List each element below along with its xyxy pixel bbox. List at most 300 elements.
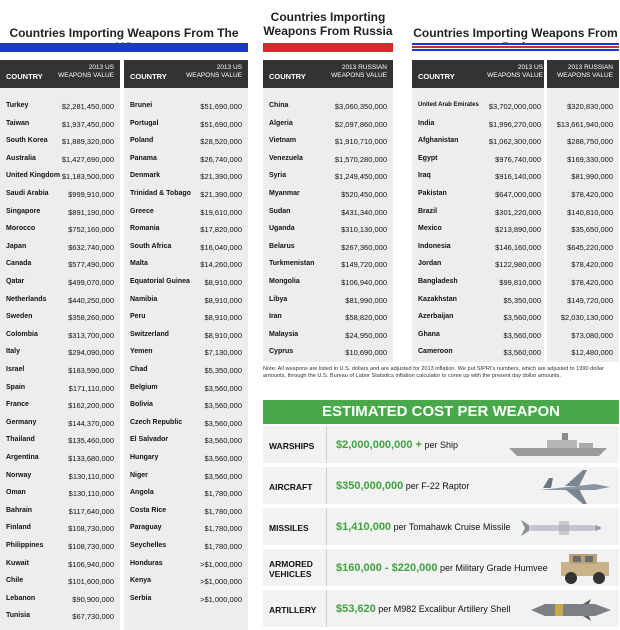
weapons-value: $3,560,000 bbox=[204, 436, 242, 446]
weapon-category-label: ARTILLERY bbox=[269, 605, 317, 615]
weapons-value: $3,560,000 bbox=[204, 383, 242, 393]
weapons-value: $3,560,000 bbox=[204, 401, 242, 411]
cost-text bbox=[336, 521, 510, 533]
table-row bbox=[412, 256, 619, 274]
us-value: $647,000,000 bbox=[495, 190, 541, 199]
table-row bbox=[124, 591, 248, 609]
country-name: Niger bbox=[130, 471, 148, 479]
weapons-value: $144,370,000 bbox=[68, 418, 114, 428]
weapons-value: $8,910,000 bbox=[204, 295, 242, 305]
table-row bbox=[412, 168, 619, 186]
table-row bbox=[124, 573, 248, 591]
weapons-value: $1,937,450,000 bbox=[61, 119, 114, 129]
country-name: Trinidad & Tobago bbox=[130, 190, 191, 197]
weapons-value: $310,130,000 bbox=[341, 225, 387, 235]
table-row bbox=[124, 204, 248, 222]
weapon-category-label: ARMORED VEHICLES bbox=[269, 559, 313, 579]
weapons-value: $1,780,000 bbox=[204, 506, 242, 516]
table-row bbox=[412, 116, 619, 134]
weapons-value: >$1,000,000 bbox=[200, 559, 242, 569]
row-divider bbox=[326, 549, 327, 586]
table-row bbox=[263, 292, 393, 310]
us-value: $916,140,000 bbox=[495, 172, 541, 182]
country-name: Syria bbox=[269, 172, 287, 180]
country-name: Brunei bbox=[130, 102, 153, 109]
table-row bbox=[0, 380, 120, 398]
country-name: Venezuela bbox=[269, 154, 303, 162]
us-value: $3,560,000 bbox=[503, 313, 541, 323]
table-row bbox=[0, 327, 120, 345]
weapons-value: $3,560,000 bbox=[204, 418, 242, 428]
country-name: Kuwait bbox=[6, 559, 29, 567]
country-name: Serbia bbox=[130, 594, 152, 602]
table-row bbox=[0, 362, 120, 380]
russia-value: $81,990,000 bbox=[571, 172, 613, 182]
table-row bbox=[263, 327, 393, 345]
country-name: Israel bbox=[6, 366, 25, 373]
country-name: Thailand bbox=[6, 436, 35, 444]
country-name: United Arab Emirates bbox=[418, 102, 479, 108]
table-row bbox=[0, 292, 120, 310]
us-value: $976,740,000 bbox=[495, 154, 541, 164]
russia-value: $140,810,000 bbox=[567, 207, 613, 217]
cost-description: per M982 Excalibur Artillery Shell bbox=[375, 604, 511, 614]
weapons-value: $3,560,000 bbox=[204, 471, 242, 481]
table-row bbox=[124, 151, 248, 169]
table-row bbox=[124, 327, 248, 345]
table-row bbox=[412, 292, 619, 310]
country-name: Turkey bbox=[6, 102, 29, 109]
country-name: Denmark bbox=[130, 172, 160, 180]
weapons-value: $431,340,000 bbox=[341, 207, 387, 217]
country-name: Qatar bbox=[6, 278, 25, 285]
russia-value: $149,720,000 bbox=[567, 295, 613, 305]
country-name: Japan bbox=[6, 242, 27, 250]
russia-flag-bar bbox=[263, 43, 393, 52]
table-row bbox=[412, 204, 619, 222]
shell-icon bbox=[525, 599, 615, 626]
table-row bbox=[0, 309, 120, 327]
country-name: Taiwan bbox=[6, 119, 30, 127]
table-row bbox=[0, 221, 120, 239]
country-name: Saudi Arabia bbox=[6, 190, 49, 197]
country-name: Iran bbox=[269, 313, 282, 321]
weapons-value: $10,690,000 bbox=[345, 348, 387, 358]
country-name: Oman bbox=[6, 489, 26, 497]
weapons-value: $1,249,450,000 bbox=[334, 172, 387, 182]
weapons-value: $440,250,000 bbox=[68, 295, 114, 305]
table-row bbox=[0, 204, 120, 222]
russia-col-value: 2013 RUSSIAN WEAPONS VALUE bbox=[331, 64, 387, 79]
us-value: $1,062,300,000 bbox=[488, 137, 541, 147]
weapons-value: $106,940,000 bbox=[68, 559, 114, 569]
country-name: Spain bbox=[6, 383, 26, 391]
cost-price: $160,000 - $220,000 bbox=[336, 562, 438, 574]
table-row bbox=[412, 98, 619, 116]
country-name: Czech Republic bbox=[130, 418, 183, 426]
row-divider bbox=[326, 426, 327, 463]
country-name: France bbox=[6, 401, 29, 409]
weapons-value: $2,097,860,000 bbox=[334, 119, 387, 129]
table-row bbox=[412, 221, 619, 239]
table-row bbox=[0, 98, 120, 116]
weapons-value: $130,110,000 bbox=[68, 471, 114, 481]
missile-icon bbox=[519, 518, 609, 543]
table-row bbox=[263, 309, 393, 327]
table-row bbox=[263, 344, 393, 362]
row-divider bbox=[326, 508, 327, 545]
weapon-category-label: AIRCRAFT bbox=[269, 482, 313, 492]
table-row bbox=[124, 468, 248, 486]
us-flag-bar bbox=[0, 43, 248, 52]
table-row bbox=[124, 98, 248, 116]
country-name: Bolivia bbox=[130, 401, 153, 409]
weapons-value: $135,460,000 bbox=[68, 436, 114, 446]
country-name: Costa Rice bbox=[130, 506, 167, 514]
both-col-country: COUNTRY bbox=[418, 72, 455, 81]
us-left-col-country: COUNTRY bbox=[6, 72, 43, 81]
table-row bbox=[0, 274, 120, 292]
russia-value: $645,220,000 bbox=[567, 242, 613, 252]
country-name: Afghanistan bbox=[418, 137, 459, 145]
weapons-value: $752,160,000 bbox=[68, 225, 114, 235]
table-row bbox=[412, 274, 619, 292]
table-row bbox=[263, 256, 393, 274]
table-row bbox=[263, 204, 393, 222]
row-divider bbox=[326, 590, 327, 627]
weapon-category-label: WARSHIPS bbox=[269, 441, 315, 451]
us-right-header bbox=[124, 60, 248, 88]
table-row bbox=[0, 186, 120, 204]
table-row bbox=[263, 168, 393, 186]
us-value: $122,980,000 bbox=[495, 260, 541, 270]
country-name: Mexico bbox=[418, 225, 442, 233]
country-name: Iraq bbox=[418, 172, 431, 180]
us-value: $1,996,270,000 bbox=[488, 119, 541, 129]
weapons-value: $577,490,000 bbox=[68, 260, 114, 270]
table-row bbox=[0, 468, 120, 486]
country-name: Italy bbox=[6, 348, 21, 356]
table-row bbox=[0, 538, 120, 556]
country-name: Sweden bbox=[6, 313, 33, 321]
country-name: Egypt bbox=[418, 154, 438, 162]
both-table bbox=[412, 60, 619, 362]
country-name: Romania bbox=[130, 225, 160, 233]
table-row bbox=[0, 485, 120, 503]
country-name: Norway bbox=[6, 471, 32, 479]
cost-description: per Tomahawk Cruise Missile bbox=[391, 522, 511, 532]
weapons-value: $520,450,000 bbox=[341, 190, 387, 199]
country-name: Libya bbox=[269, 295, 288, 303]
country-name: Malta bbox=[130, 260, 148, 268]
table-row bbox=[124, 520, 248, 538]
weapons-value: $3,060,350,000 bbox=[334, 102, 387, 111]
country-name: Malaysia bbox=[269, 330, 299, 338]
weapons-value: $21,390,000 bbox=[200, 190, 242, 199]
country-name: Azerbaijan bbox=[418, 313, 454, 321]
table-row bbox=[0, 503, 120, 521]
jet-icon bbox=[535, 468, 615, 511]
table-row bbox=[0, 239, 120, 257]
table-row bbox=[124, 274, 248, 292]
weapons-value: $16,040,000 bbox=[200, 242, 242, 252]
us-right-col-value: 2013 US WEAPONS VALUE bbox=[186, 64, 242, 79]
weapons-value: >$1,000,000 bbox=[200, 577, 242, 587]
weapons-value: $162,200,000 bbox=[68, 401, 114, 411]
weapons-value: $108,730,000 bbox=[68, 542, 114, 551]
russia-value: $78,420,000 bbox=[571, 278, 613, 287]
country-name: Brazil bbox=[418, 207, 438, 215]
country-name: China bbox=[269, 102, 289, 109]
table-row bbox=[124, 221, 248, 239]
country-name: Algeria bbox=[269, 119, 293, 127]
table-row bbox=[412, 344, 619, 362]
table-row bbox=[0, 556, 120, 574]
cost-price: $1,410,000 bbox=[336, 521, 392, 533]
russia-title-line2: Weapons From Russia bbox=[263, 24, 393, 38]
table-row bbox=[124, 309, 248, 327]
country-name: Yemen bbox=[130, 348, 153, 356]
russia-value: $288,750,000 bbox=[567, 137, 613, 147]
table-row bbox=[124, 362, 248, 380]
weapons-value: $26,740,000 bbox=[200, 154, 242, 164]
country-name: El Salvador bbox=[130, 436, 169, 444]
us-value: $301,220,000 bbox=[495, 207, 541, 217]
table-row bbox=[0, 116, 120, 134]
weapons-value: $108,730,000 bbox=[68, 524, 114, 534]
country-name: Seychelles bbox=[130, 542, 167, 549]
weapons-value: $1,780,000 bbox=[204, 524, 242, 534]
country-name: Pakistan bbox=[418, 190, 447, 197]
table-row bbox=[0, 151, 120, 169]
weapons-value: $1,427,690,000 bbox=[61, 154, 114, 164]
country-name: Lebanon bbox=[6, 594, 36, 602]
country-name: Poland bbox=[130, 137, 154, 145]
table-row bbox=[0, 608, 120, 626]
table-row bbox=[124, 256, 248, 274]
table-row bbox=[0, 520, 120, 538]
table-row bbox=[263, 98, 393, 116]
russia-value: $169,330,000 bbox=[567, 154, 613, 164]
us-left-col-value: 2013 US WEAPONS VALUE bbox=[58, 64, 114, 79]
table-row bbox=[412, 239, 619, 257]
weapons-value: $133,680,000 bbox=[68, 454, 114, 463]
cost-text bbox=[336, 480, 469, 492]
weapons-value: $891,190,000 bbox=[68, 207, 114, 217]
table-row bbox=[0, 450, 120, 468]
weapons-value: $294,090,000 bbox=[68, 348, 114, 358]
table-row bbox=[412, 133, 619, 151]
russia-value: $35,650,000 bbox=[571, 225, 613, 235]
cost-price: $350,000,000 bbox=[336, 480, 404, 492]
country-name: Turkmenistan bbox=[269, 260, 315, 268]
table-row bbox=[124, 450, 248, 468]
us-left-header bbox=[0, 60, 120, 88]
weapons-value: $632,740,000 bbox=[68, 242, 114, 252]
country-name: Bangladesh bbox=[418, 278, 458, 285]
cost-row bbox=[263, 508, 619, 547]
country-name: Ghana bbox=[418, 330, 440, 338]
weapons-value: $21,390,000 bbox=[200, 172, 242, 182]
weapons-value: $183,590,000 bbox=[68, 366, 114, 375]
cost-text bbox=[336, 439, 458, 451]
weapons-value: $7,130,000 bbox=[204, 348, 242, 358]
weapons-value: $1,780,000 bbox=[204, 542, 242, 551]
country-name: South Korea bbox=[6, 137, 48, 145]
country-name: Namibia bbox=[130, 295, 158, 303]
weapons-value: $1,570,280,000 bbox=[334, 154, 387, 164]
country-name: Chile bbox=[6, 577, 24, 585]
table-row bbox=[263, 239, 393, 257]
cost-row bbox=[263, 590, 619, 629]
cost-row bbox=[263, 549, 619, 588]
russia-value: $2,030,130,000 bbox=[560, 313, 613, 323]
country-name: Uganda bbox=[269, 225, 295, 233]
russia-header bbox=[263, 60, 393, 88]
table-row bbox=[412, 327, 619, 345]
us-value: $99,810,000 bbox=[499, 278, 541, 287]
country-name: Cameroon bbox=[418, 348, 453, 356]
country-name: India bbox=[418, 119, 435, 127]
cost-row bbox=[263, 467, 619, 506]
weapons-value: $2,281,450,000 bbox=[61, 102, 114, 111]
table-row bbox=[263, 151, 393, 169]
weapons-value: $499,070,000 bbox=[68, 278, 114, 287]
weapons-value: $51,690,000 bbox=[200, 102, 242, 111]
country-name: Morocco bbox=[6, 225, 36, 233]
table-row bbox=[0, 432, 120, 450]
table-row bbox=[263, 186, 393, 204]
weapons-value: $171,110,000 bbox=[68, 383, 114, 393]
table-row bbox=[0, 591, 120, 609]
us-right-col-country: COUNTRY bbox=[130, 72, 167, 81]
weapons-value: $313,700,000 bbox=[68, 330, 114, 340]
weapons-value: $267,360,000 bbox=[341, 242, 387, 252]
country-name: Greece bbox=[130, 207, 154, 215]
russia-section-title bbox=[263, 10, 393, 38]
table-row bbox=[0, 344, 120, 362]
cost-row bbox=[263, 426, 619, 465]
cost-price: $2,000,000,000 + bbox=[336, 439, 422, 451]
country-name: Honduras bbox=[130, 559, 163, 567]
table-row bbox=[124, 538, 248, 556]
russia-value: $78,420,000 bbox=[571, 260, 613, 270]
table-row bbox=[0, 133, 120, 151]
table-row bbox=[0, 168, 120, 186]
weapons-value: $8,910,000 bbox=[204, 313, 242, 323]
weapons-value: $17,820,000 bbox=[200, 225, 242, 235]
both-header bbox=[412, 60, 619, 88]
country-name: Canada bbox=[6, 260, 32, 268]
table-row bbox=[124, 116, 248, 134]
weapons-value: $149,720,000 bbox=[341, 260, 387, 270]
country-name: Myanmar bbox=[269, 190, 300, 197]
country-name: Belarus bbox=[269, 242, 295, 250]
weapons-value: $117,640,000 bbox=[68, 506, 114, 516]
weapons-value: $1,910,710,000 bbox=[334, 137, 387, 147]
russia-table bbox=[263, 60, 393, 362]
weapons-value: $24,950,000 bbox=[345, 330, 387, 340]
us-table-left bbox=[0, 60, 120, 630]
table-row bbox=[124, 432, 248, 450]
country-name: Jordan bbox=[418, 260, 442, 268]
weapons-value: >$1,000,000 bbox=[200, 594, 242, 604]
table-row bbox=[124, 397, 248, 415]
weapons-value: $90,900,000 bbox=[72, 594, 114, 604]
weapons-value: $358,260,000 bbox=[68, 313, 114, 323]
cost-banner-title: ESTIMATED COST PER WEAPON bbox=[263, 400, 619, 424]
cost-description: per Military Grade Humvee bbox=[437, 563, 548, 573]
table-row bbox=[412, 151, 619, 169]
country-name: Australia bbox=[6, 154, 36, 162]
table-row bbox=[124, 380, 248, 398]
cost-description: per Ship bbox=[421, 440, 458, 450]
country-name: Chad bbox=[130, 366, 148, 373]
cost-description: per F-22 Raptor bbox=[403, 481, 470, 491]
humvee-icon bbox=[557, 550, 613, 591]
weapons-value: $8,910,000 bbox=[204, 278, 242, 287]
warship-icon bbox=[507, 430, 617, 465]
table-row bbox=[263, 221, 393, 239]
weapons-value: $1,780,000 bbox=[204, 489, 242, 499]
country-name: Equatorial Guinea bbox=[130, 278, 190, 285]
country-name: Tunisia bbox=[6, 612, 30, 620]
country-name: Philippines bbox=[6, 542, 44, 549]
country-name: Portugal bbox=[130, 119, 159, 127]
weapons-value: $8,910,000 bbox=[204, 330, 242, 340]
table-row bbox=[124, 292, 248, 310]
table-row bbox=[0, 397, 120, 415]
weapons-value: $5,350,000 bbox=[204, 366, 242, 375]
country-name: Hungary bbox=[130, 454, 159, 461]
weapons-value: $3,560,000 bbox=[204, 454, 242, 463]
weapons-value: $130,110,000 bbox=[68, 489, 114, 499]
country-name: Colombia bbox=[6, 330, 38, 338]
both-section-title: Countries Importing Weapons From bbox=[413, 26, 618, 40]
us-value: $3,702,000,000 bbox=[488, 102, 541, 111]
us-table-right bbox=[124, 60, 248, 630]
table-row bbox=[263, 133, 393, 151]
russia-title-line1: Countries Importing bbox=[270, 10, 386, 24]
inflation-note: Note: All weapons are listed in U.S. dollars and are adjusted for 2013 inflation. We put SIPRI's numbers, which are adjusted to 1990 dollar amounts, through the U.S. Bureau of Labor Statistics inflation calculator to come up with the present day dollar amounts. bbox=[263, 366, 604, 379]
table-row bbox=[124, 168, 248, 186]
country-name: Angola bbox=[130, 489, 154, 497]
weapons-value: $1,889,320,000 bbox=[61, 137, 114, 147]
country-name: South Africa bbox=[130, 242, 172, 250]
us-value: $5,350,000 bbox=[503, 295, 541, 305]
country-name: Germany bbox=[6, 418, 37, 426]
country-name: Singapore bbox=[6, 207, 41, 215]
table-row bbox=[0, 573, 120, 591]
table-row bbox=[124, 133, 248, 151]
country-name: Belgium bbox=[130, 383, 158, 391]
table-row bbox=[124, 239, 248, 257]
weapons-value: $51,690,000 bbox=[200, 119, 242, 129]
russia-value: $78,420,000 bbox=[571, 190, 613, 199]
table-row bbox=[124, 556, 248, 574]
both-flag-bar bbox=[412, 43, 619, 52]
table-row bbox=[263, 274, 393, 292]
table-row bbox=[124, 186, 248, 204]
table-row bbox=[412, 309, 619, 327]
cost-price: $53,620 bbox=[336, 603, 376, 615]
us-value: $213,890,000 bbox=[495, 225, 541, 235]
both-col-ru: 2013 RUSSIAN WEAPONS VALUE bbox=[557, 64, 613, 79]
weapons-value: $106,940,000 bbox=[341, 278, 387, 287]
table-row bbox=[124, 503, 248, 521]
table-row bbox=[412, 186, 619, 204]
country-name: Peru bbox=[130, 313, 146, 321]
